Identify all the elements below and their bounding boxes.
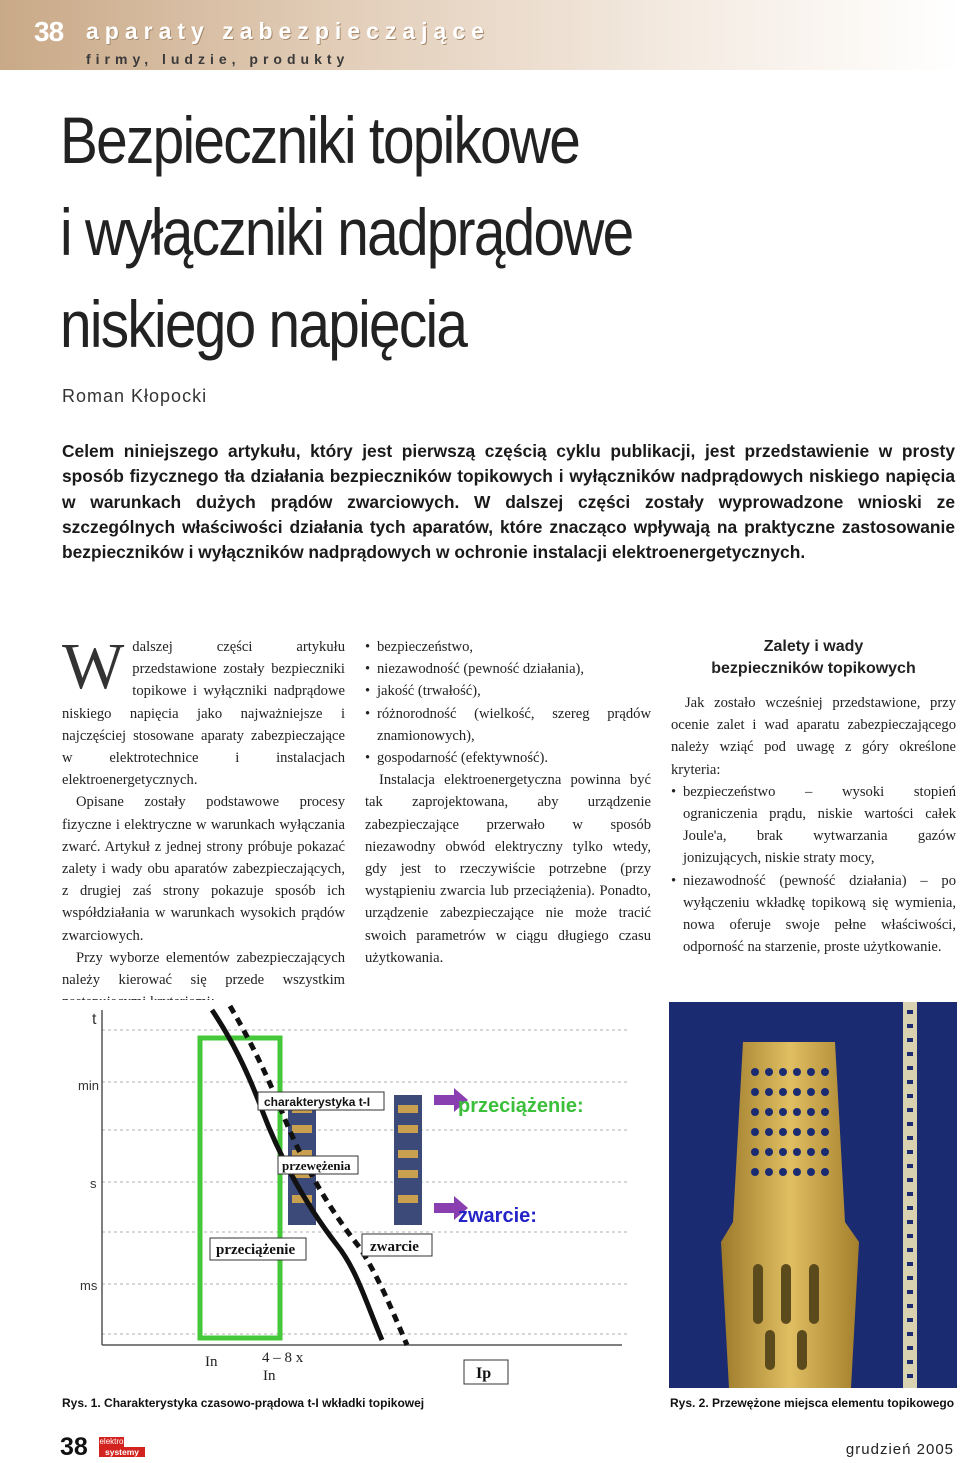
x-label-in-2: In: [263, 1368, 276, 1384]
fuse-element-photo: [669, 1002, 957, 1388]
figure-1: [62, 1000, 627, 1390]
x-label-multiplier: 4 – 8 x: [262, 1350, 304, 1366]
figure-1-caption: Rys. 1. Charakterystyka czasowo-prądowa t-I wkładki topikowej: [62, 1396, 425, 1410]
article-title-line-2: i wyłączniki nadprądowe: [60, 195, 633, 269]
criteria-item: • bezpieczeństwo,: [365, 636, 651, 658]
dropcap: W: [62, 630, 125, 703]
curve-label: charakterystyka t-I: [264, 1095, 371, 1109]
criteria-item: • niezawodność (pewność działania),: [365, 658, 651, 680]
figure-2-photo: [669, 1002, 957, 1388]
section-title: aparaty zabezpieczające: [86, 18, 490, 44]
y-axis-label: t: [92, 1011, 97, 1028]
author: Roman Kłopocki: [62, 386, 208, 406]
fuse-image-right: [394, 1095, 422, 1225]
box-list-item: • niezawodność (pewność działania) – po wyłączeniu wkładkę topikową się wymienia, nowa oferuje swoje pełne właściwości, odporność na starzenie, proste użytkowanie.: [671, 870, 956, 959]
overload-arrow-label: przeciążenie:: [458, 1095, 584, 1117]
box-title-line-2: bezpieczników topikowych: [711, 660, 916, 677]
criteria-item: • jakość (trwałość),: [365, 680, 651, 702]
logo-top-text: elektro: [99, 1437, 124, 1446]
section-subtitle: firmy, ludzie, produkty: [86, 51, 350, 67]
y-tick-s: s: [90, 1176, 97, 1191]
narrowing-label: przewężenia: [282, 1158, 351, 1173]
short-arrow-label: zwarcie:: [458, 1205, 537, 1227]
footer-page-number: 38: [60, 1433, 88, 1461]
body-paragraph-3: Przy wyborze elementów zabezpieczających należy kierować się przede wszystkim: [62, 949, 345, 989]
box-intro: Jak zostało wcześniej przedstawione, przy ocenie zalet i wad aparatu zabezpieczającego należy wziąć pod uwagę z góry określone kryteria:: [671, 695, 956, 778]
article-title-line-1: Bezpieczniki topikowe: [60, 103, 580, 177]
y-tick-min: min: [78, 1078, 99, 1093]
footer-date: grudzień 2005: [845, 1441, 954, 1458]
box-title: [671, 636, 956, 680]
box-title-line-1: Zalety i wady: [763, 638, 864, 655]
magazine-logo: [99, 1437, 145, 1457]
grid: [102, 1030, 627, 1334]
y-tick-ms: ms: [80, 1278, 98, 1293]
body-paragraph-4: Instalacja elektroenergetyczna powinna być tak zaprojektowana, aby urządzenie zabezpieczające przerwało w sposób niezawodny obwód elektryczny tylko wtedy, gdy jest to rzeczywiście potrzebne (przy wystąpieniu zwarcia lub przeciążenia). Ponadto, urządzenie zabezpieczające nie może tracić swoich parametrów w ciągu długiego czasu użytkowania.: [365, 772, 651, 966]
body-column-1: [62, 630, 345, 1013]
logo-bottom-text: systemy: [99, 1447, 145, 1457]
figure-2-caption: Rys. 2. Przewężone miejsca elementu topikowego: [670, 1396, 955, 1410]
box-list: [671, 781, 956, 959]
article-title-line-3: niskiego napięcia: [60, 287, 467, 361]
short-label: zwarcie: [370, 1239, 419, 1255]
page-number: 38: [34, 16, 64, 47]
x-label-ip: Ip: [476, 1365, 492, 1382]
overload-label: przeciążenie: [216, 1242, 296, 1258]
box-list-item: • bezpieczeństwo – wysoki stopień ograniczenia prądu, niskie wartości całek Joule'a, brak wytwarzania gazów jonizujących, niskie straty mocy,: [671, 781, 956, 870]
body-paragraph-2: Opisane zostały podstawowe procesy fizyczne i elektryczne w warunkach wyłączania zwarć. Artykuł z jednej strony próbuje pokazać zalety i wady obu aparatów zabezpieczających, z drugiej zaś strony pokazuje sposób ich współdziałania w warunkach wysokich prądów zwarciowych.: [62, 794, 345, 944]
criteria-item: • różnorodność (wielkość, szereg prądów znamionowych),: [365, 703, 651, 747]
time-current-diagram: [62, 1000, 627, 1390]
body-paragraph-1-text: dalszej części artykułu przedstawione zostały bezpieczniki topikowe i wyłączniki nadprądowe niskiego napięcia jako najważniejsze i najczęściej stosowane aparaty zabezpieczające w elektrotechnice i instalacjach elektroenergetycznych.: [62, 639, 345, 789]
lead-paragraph: Celem niniejszego artykułu, który jest pierwszą częścią cyklu publikacji, jest przedstawienie w prosty sposób fizycznego tła działania bezpieczników topikowych i wyłączników nadprądowych niskiego napięcia w warunkach dużych prądów zwarciowych. W dalszej części zostały wyprowadzone wnioski ze szczególnych właściwości działania tych aparatów, które znacząco wpływają na praktyczne zastosowanie bezpieczników i wyłączników nadprądowych w ochronie instalacji elektroenergetycznych.: [62, 441, 955, 563]
criteria-item: • gospodarność (efektywność).: [365, 747, 651, 769]
sidebar-box: [671, 636, 956, 958]
body-column-2: [365, 636, 651, 969]
x-label-in: In: [205, 1354, 218, 1370]
t-i-curve-upper: [230, 1006, 407, 1345]
criteria-list: [365, 636, 651, 769]
body-paragraph-1: [62, 630, 345, 791]
